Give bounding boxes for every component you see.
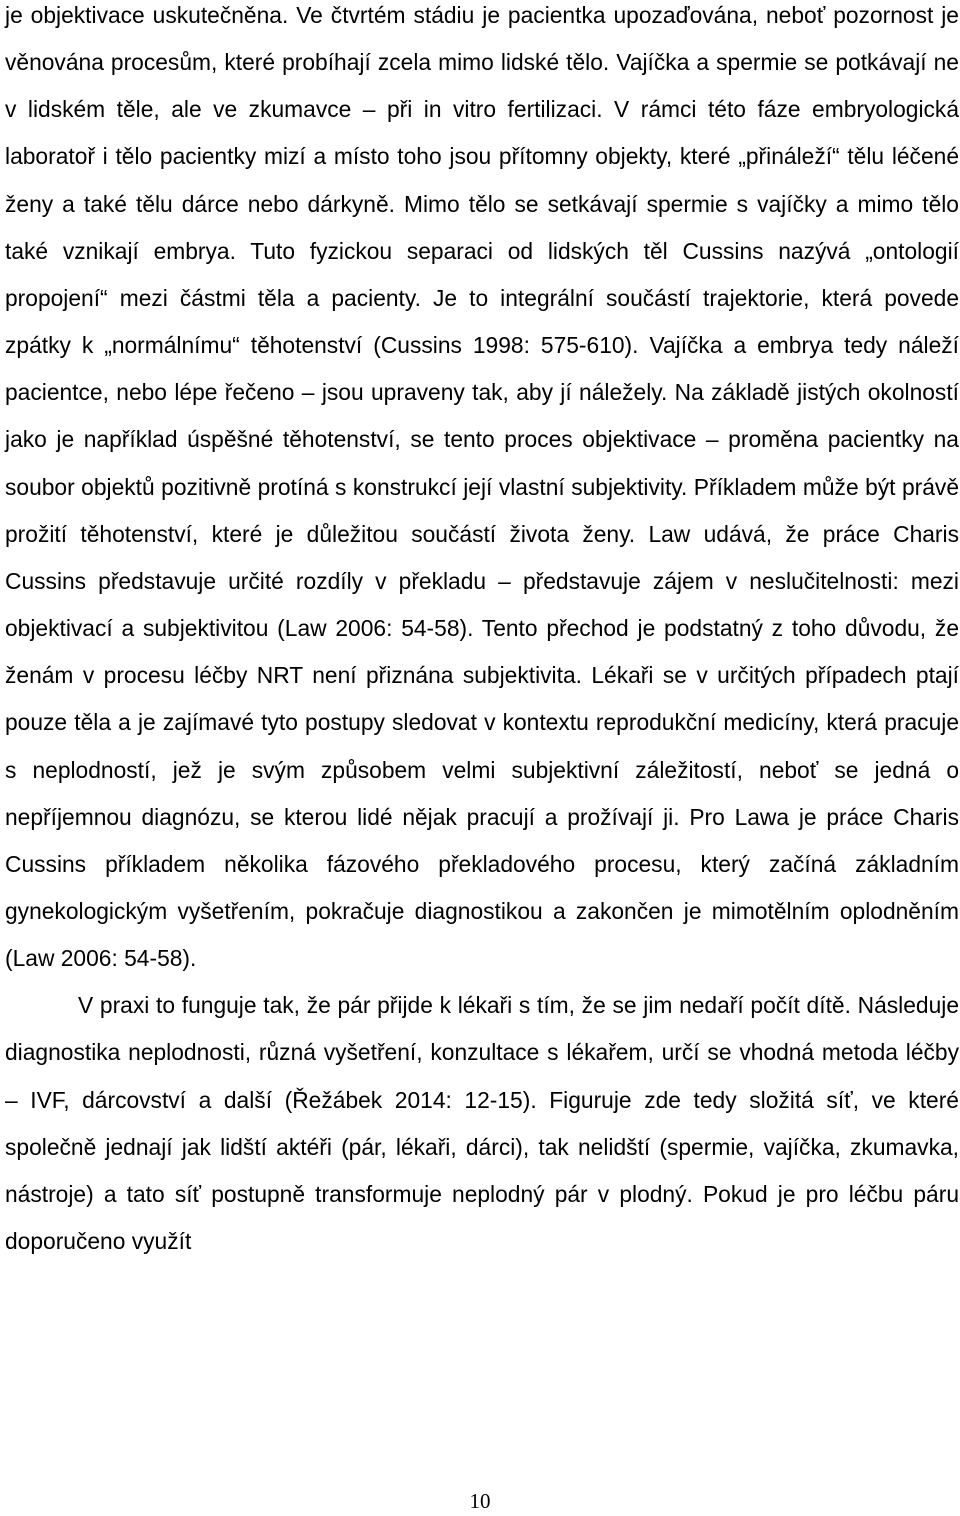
document-page bbox=[5, 0, 959, 1265]
body-paragraph-2: V praxi to funguje tak, že pár přijde k lékaři s tím, že se jim nedaří počít dítě. Následuje diagnostika neplodnosti, různá vyšetření, konzultace s lékařem, určí se vhodná metoda léčby – IVF, dárcovství a další (Řežábek 2014: 12-15). Figuruje zde tedy složitá síť, ve které společně jednají jak lidští aktéři (pár, lékaři, dárci), tak nelidští (spermie, vajíčka, zkumavka, nástroje) a tato síť postupně transformuje neplodný pár v plodný. Pokud je pro léčbu páru doporučeno využít bbox=[5, 992, 959, 1255]
body-paragraph-1: je objektivace uskutečněna. Ve čtvrtém stádiu je pacientka upozaďována, neboť pozornost je věnována procesům, které probíhají zcela mimo lidské tělo. Vajíčka a spermie se potkávají ne v lidském těle, ale ve zkumavce – při in vitro fertilizaci. V rámci této fáze embryologická laboratoř i tělo pacientky mizí a místo toho jsou přítomny objekty, které „přináleží“ tělu léčené ženy a také tělu dárce nebo dárkyně. Mimo tělo se setkávají spermie s vajíčky a mimo tělo také vznikají embrya. Tuto fyzickou separaci od lidských těl Cussins nazývá „ontologií propojení“ mezi částmi těla a pacienty. Je to integrální součástí trajektorie, která povede zpátky k „normálnímu“ těhotenství (Cussins 1998: 575-610). Vajíčka a embrya tedy náleží pacientce, nebo lépe řečeno – jsou upraveny tak, aby jí náležely. Na základě jistých okolností jako je například úspěšné těhotenství, se tento proces objektivace – proměna pacientky na soubor objektů pozitivně protíná s konstrukcí její vlastní subjektivity. Příkladem může být právě prožití těhotenství, které je důležitou součástí života ženy. Law udává, že práce Charis Cussins představuje určité rozdíly v překladu – představuje zájem v neslučitelnosti: mezi objektivací a subjektivitou (Law 2006: 54-58). Tento přechod je podstatný z toho důvodu, že ženám v procesu léčby NRT není přiznána subjektivita. Lékaři se v určitých případech ptají pouze těla a je zajímavé tyto postupy sledovat v kontextu reprodukční medicíny, která pracuje s neplodností, jež je svým způsobem velmi subjektivní záležitostí, neboť se jedná o nepříjemnou diagnózu, se kterou lidé nějak pracují a prožívají ji. Pro Lawa je práce Charis Cussins příkladem několika fázového překladového procesu, který začíná základním gynekologickým vyšetřením, pokračuje diagnostikou a zakončen je mimotělním oplodněním (Law 2006: 54-58). bbox=[5, 2, 959, 972]
page-number: 10 bbox=[469, 1489, 491, 1513]
